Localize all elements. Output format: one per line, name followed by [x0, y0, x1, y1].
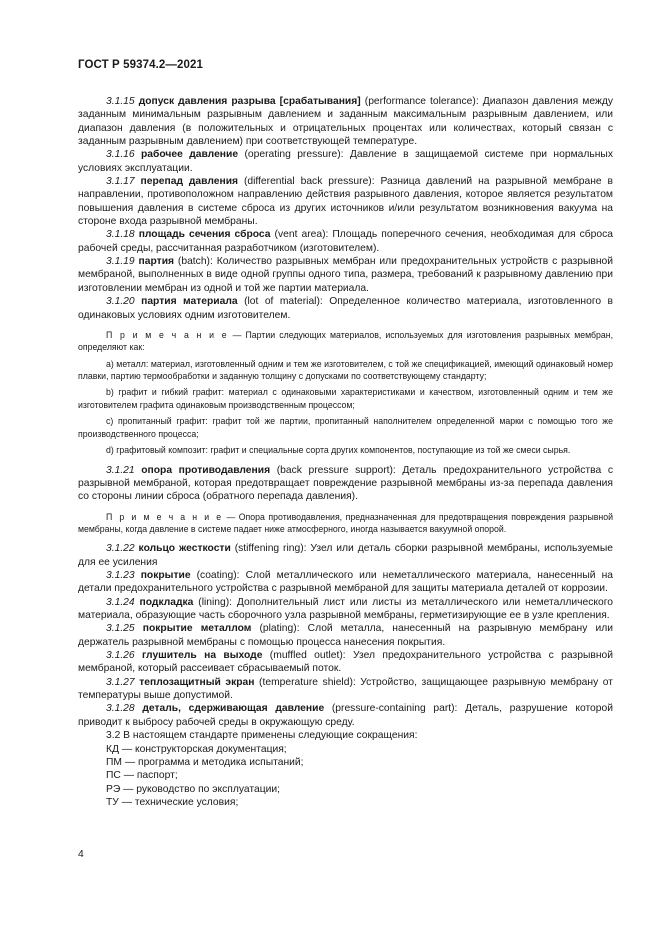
term-entry: 3.1.28 деталь, сдерживающая давление (pressure-containing part): Деталь, разрушение которой приводит к выбросу рабочей среды в окружающую среду. — [78, 703, 613, 728]
note-item: а) металл: материал, изготовленный одним и тем же изготовителем, с той же спецификацией, имеющий одинаковый номер плавки, партию термообработки и заданную толщину с допусками по соответствующему стандарту; — [78, 358, 613, 382]
note: П р и м е ч а н и е — Опора противодавления, предназначенная для предотвращения повреждения разрывной мембраны, когда давление в системе падает ниже атмосферного, иногда называется вакуумной опорой. — [78, 511, 613, 534]
term-entry: 3.1.17 перепад давления (differential back pressure): Разница давлений на разрывной мембране в направлении, противоположном направлению действия разрывного давления, которое является результатом повышения давления в системе сброса из других источников и/или результатом возникновения вакуума на стороне входа разрывной мембраны. — [78, 176, 614, 228]
abbreviation-item: ТУ — технические условия; — [106, 796, 239, 808]
note-item: d) графитовый композит: графит и специальные сорта других компонентов, поступающие из той же смеси сырья. — [106, 445, 571, 456]
page-number: 4 — [78, 849, 84, 860]
abbreviation-item: КД — конструкторская документация; — [106, 743, 287, 755]
document-header: ГОСТ Р 59374.2—2021 — [78, 59, 203, 71]
abbreviation-item: ПМ — программа и методика испытаний; — [106, 756, 304, 768]
abbreviation-item: ПС — паспорт; — [106, 770, 178, 782]
note-item: b) графит и гибкий графит: материал с одинаковыми характеристиками и качеством, изготовленный одним и тем же изготовителем графита одинаковым производственным процессом; — [78, 387, 613, 410]
term-entry: 3.1.22 кольцо жесткости (stiffening ring): Узел или деталь сборки разрывной мембраны, используемые для ее усиления — [78, 543, 613, 568]
term-entry: 3.1.15 допуск давления разрыва [срабатывания] (performance tolerance): Диапазон давления между заданным минимальным разрывным давлением и заданным максимальным разрывным давлением, или диапазон давления (в положительных и отрицательных процентах или количествах, который связан с заданным разрывным давлением) при соответствующей температуре. — [78, 96, 613, 148]
document-body — [78, 95, 613, 809]
term-entry: 3.1.16 рабочее давление (operating pressure): Давление в защищаемой системе при нормальных условиях эксплуатации. — [78, 149, 613, 174]
term-entry: 3.1.19 партия (batch): Количество разрывных мембран или предохранительных устройств с разрывной мембраной, выполненных в виде одной группы одного типа, размера, требований к разрывному давлению при изготовлении мембран из одной и той же партии материала. — [78, 256, 613, 294]
term-entry: 3.1.20 партия материала (lot of material): Определенное количество материала, изготовленного в одинаковых условиях одним изготовителем. — [78, 296, 613, 321]
term-entry: 3.1.25 покрытие металлом (plating): Слой металла, нанесенный на разрывную мембрану или держатель разрывной мембраны с помощью процесса нанесения покрытия. — [78, 623, 613, 648]
note: П р и м е ч а н и е — Партии следующих материалов, используемых для изготовления разрывных мембран, определяют как: — [78, 329, 614, 353]
term-entry: 3.1.18 площадь сечения сброса (vent area): Площадь поперечного сечения, необходимая для сброса рабочей среды, рассчитанная разработчиком (изготовителем). — [78, 229, 613, 254]
term-entry: 3.1.27 теплозащитный экран (temperature shield): Устройство, защищающее разрывную мембрану от температуры выше допустимой. — [78, 676, 613, 702]
term-entry: 3.1.26 глушитель на выходе (muffled outlet): Узел предохранительного устройства с разрывной мембраной, который рассеивает сбрасываемый поток. — [78, 650, 613, 675]
term-entry: 3.1.24 подкладка (lining): Дополнительный лист или листы из металлического или неметаллического материала, образующие часть сборочного узла разрывной мембраны, герметизирующие ее в узле крепления. — [78, 596, 613, 622]
note-item: с) пропитанный графит: графит той же партии, пропитанный наполнителем определенной марки с помощью того же производственного процесса; — [78, 416, 613, 439]
abbreviations-intro: 3.2 В настоящем стандарте применены следующие сокращения: — [106, 730, 418, 742]
term-entry: 3.1.23 покрытие (coating): Слой металлического или неметаллического материала, нанесенный на детали предохранительного устройства с разрывной мембраной для защиты материала деталей от коррозии. — [78, 570, 613, 595]
abbreviation-item: РЭ — руководство по эксплуатации; — [106, 783, 280, 795]
term-entry: 3.1.21 опора противодавления (back pressure support): Деталь предохранительного устройства с разрывной мембраной, которая предотвращает повреждение разрывной мембраны из-за перепада давления со стороны линии сброса (обратного перепада давления). — [78, 464, 613, 503]
